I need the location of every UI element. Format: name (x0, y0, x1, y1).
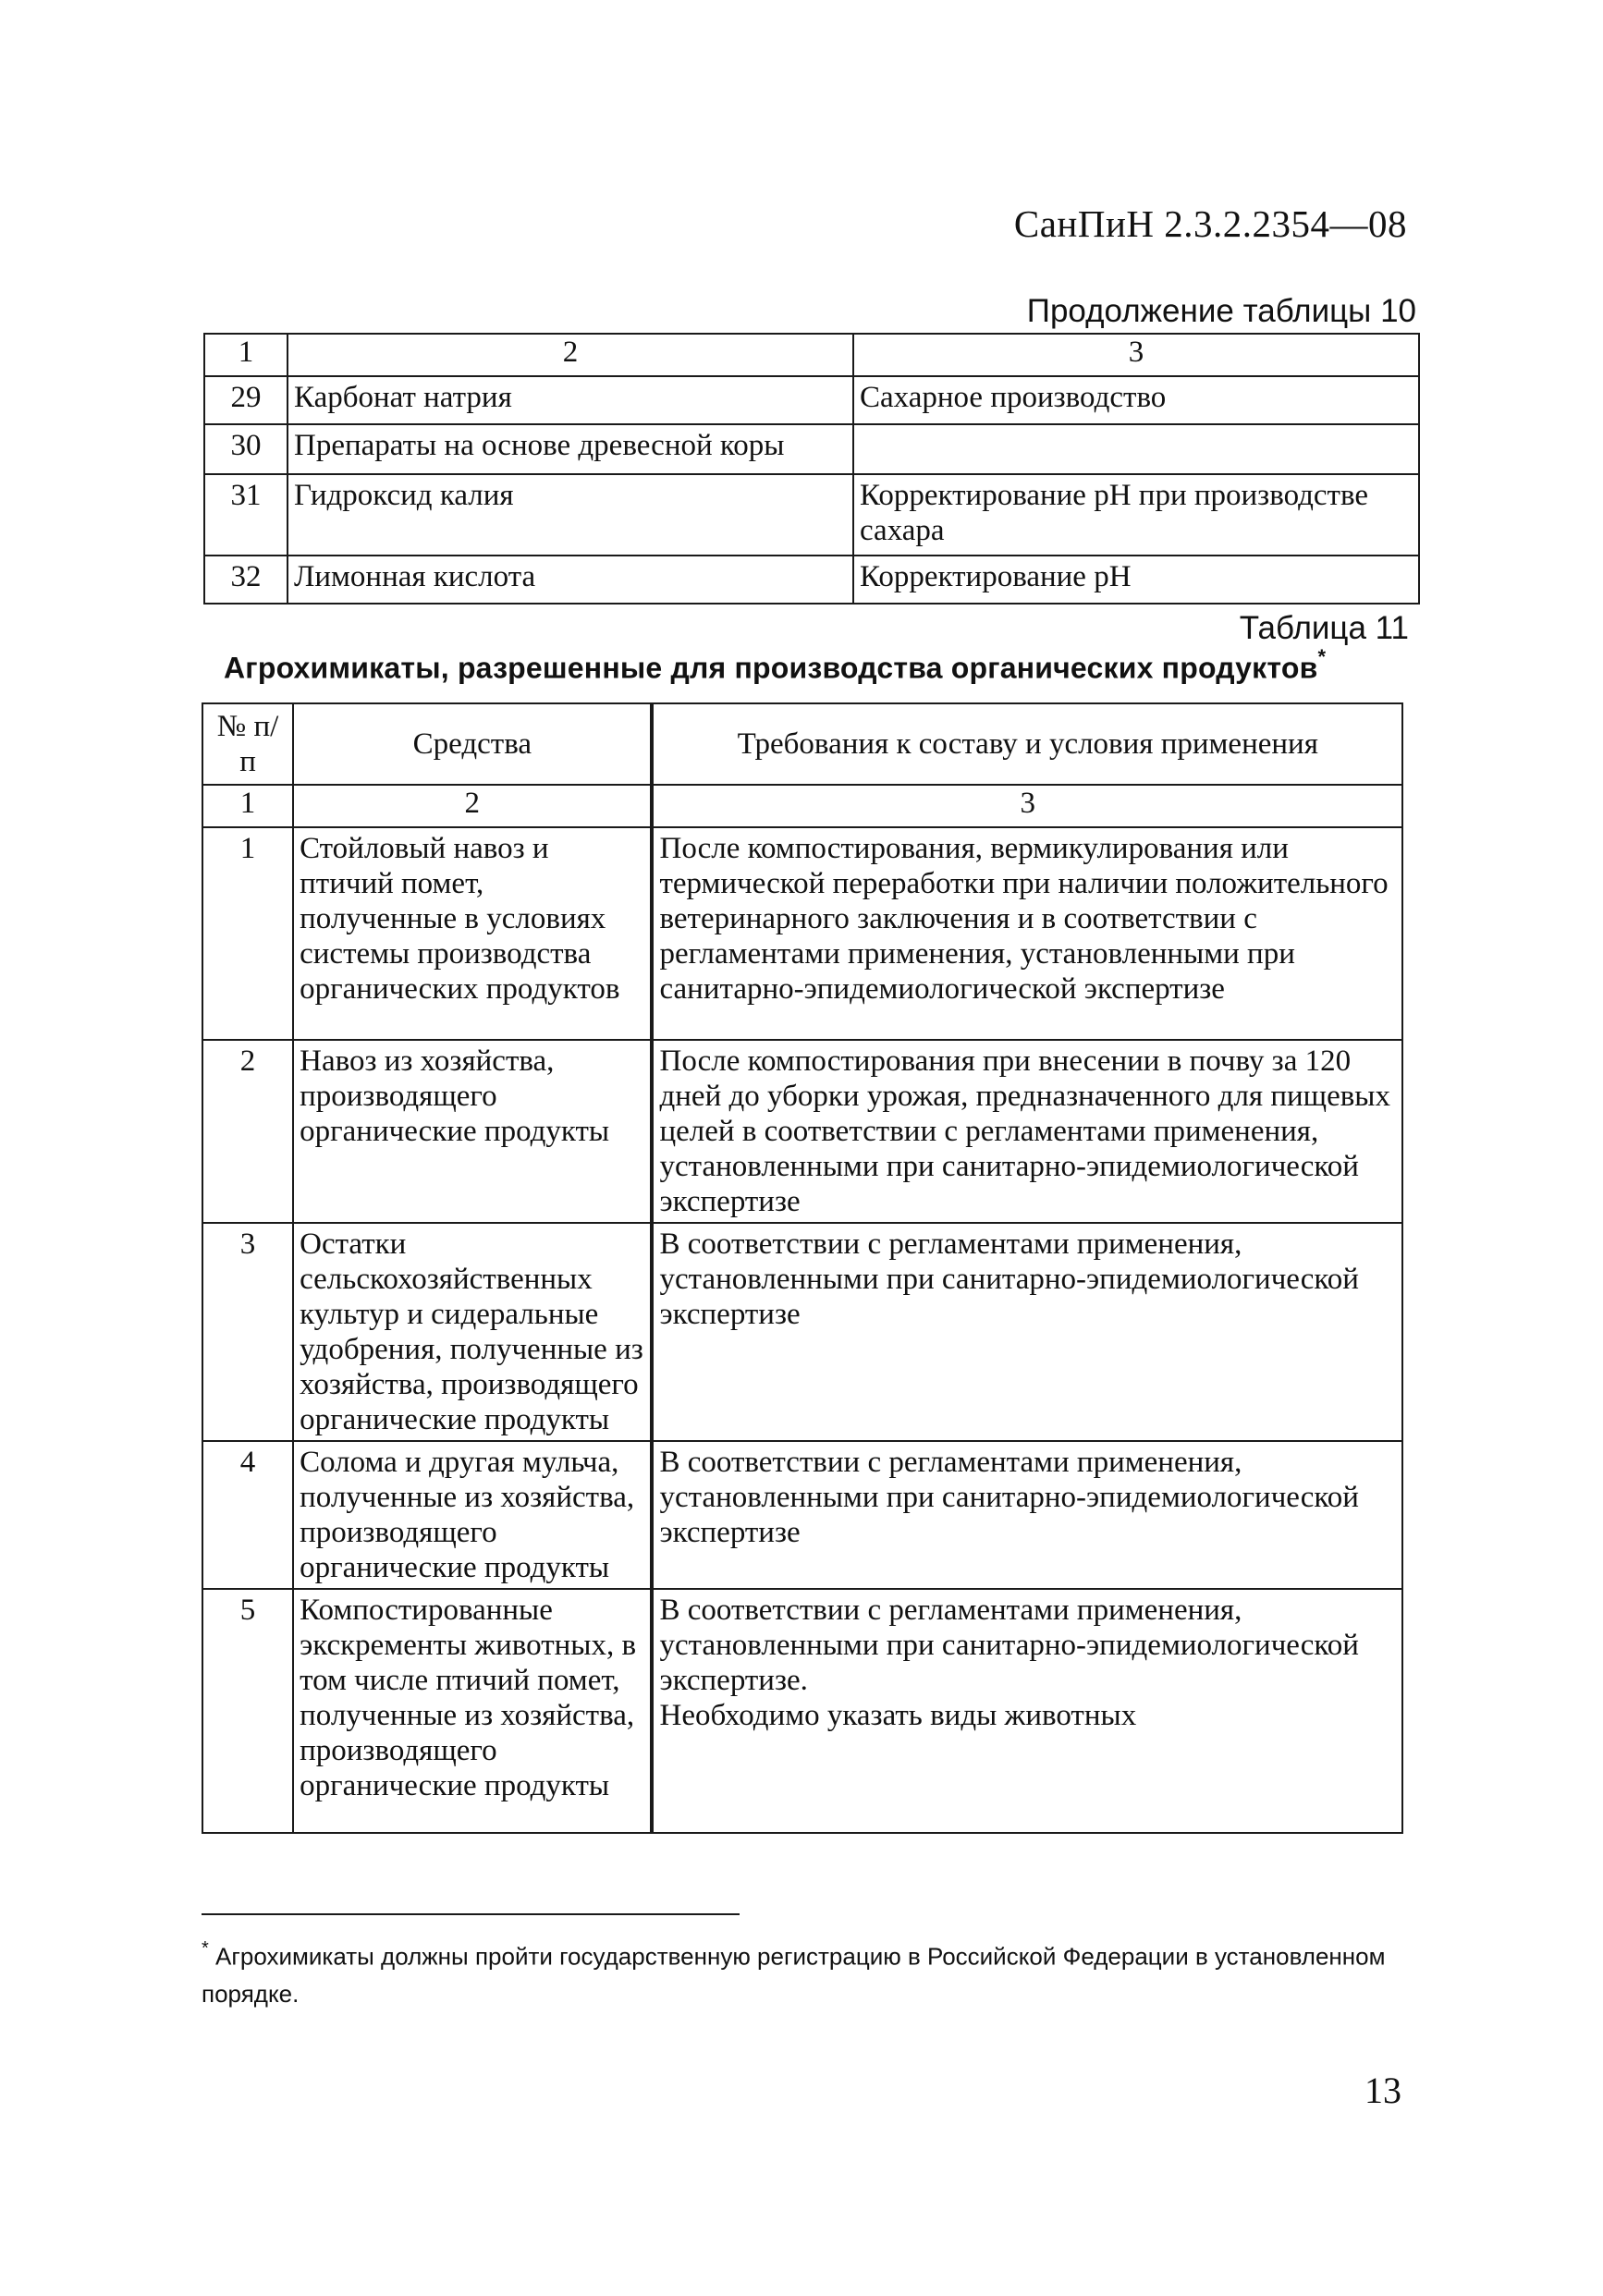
table-10 (203, 333, 1420, 605)
col-number: 1 (202, 785, 293, 827)
row-name: Остатки сельскохозяйственных культур и сидеральные удобрения, полученные из хозяйства, производящего органические продукты (293, 1223, 652, 1441)
footnote (202, 1932, 1403, 2012)
col-number: 2 (288, 334, 853, 376)
header-means: Средства (293, 703, 652, 785)
table-row (204, 556, 1419, 604)
col-number: 3 (853, 334, 1419, 376)
table10-column-numbers (204, 334, 1419, 376)
table10-caption: Продолжение таблицы 10 (1026, 293, 1416, 329)
table-row (202, 1589, 1402, 1833)
row-number: 3 (202, 1223, 293, 1441)
row-use: Корректирование pH при производстве сахара (853, 474, 1419, 556)
table-row (202, 827, 1402, 1040)
table11-header-row (202, 703, 1402, 785)
row-name: Карбонат натрия (288, 376, 853, 424)
footnote-text: Агрохимикаты должны пройти государственную регистрацию в Российской Федерации в установленном порядке. (202, 1942, 1386, 2008)
footnote-mark: * (1317, 645, 1327, 668)
row-use (853, 424, 1419, 474)
row-name: Навоз из хозяйства, производящего органические продукты (293, 1040, 652, 1223)
table-row (204, 424, 1419, 474)
row-requirement: После компостирования при внесении в почву за 120 дней до уборки урожая, предназначенного для пищевых целей в соответствии с регламентами применения, установленными при санитарно-эпидемиологической экспертизе (652, 1040, 1402, 1223)
table11-title (224, 645, 1398, 686)
row-requirement: После компостирования, вермикулирования или термической переработки при наличии положительного ветеринарного заключения и в соответствии с регламентами применения, установленными при санитарно-эпидемиологической экспертизе (652, 827, 1402, 1040)
row-name: Солома и другая мульча, полученные из хозяйства, производящего органические продукты (293, 1441, 652, 1589)
table-row (202, 1040, 1402, 1223)
document-code: СанПиН 2.3.2.2354—08 (1013, 202, 1407, 245)
table11-title-text: Агрохимикаты, разрешенные для производства органических продуктов (224, 651, 1318, 685)
table-row (202, 1441, 1402, 1589)
row-requirement: В соответствии с регламентами применения, установленными при санитарно-эпидемиологической экспертизе (652, 1223, 1402, 1441)
row-requirement (652, 1589, 1402, 1833)
header-number: № п/п (202, 703, 293, 785)
table-row (204, 376, 1419, 424)
row-name: Компостированные экскременты животных, в том числе птичий помет, полученные из хозяйства, производящего органические продукты (293, 1589, 652, 1833)
footnote-divider (202, 1913, 740, 1915)
requirement-extra: Необходимо указать виды животных (659, 1699, 1137, 1732)
col-number: 3 (652, 785, 1402, 827)
header-requirements: Требования к составу и условия применения (652, 703, 1402, 785)
row-name: Стойловый навоз и птичий помет, полученные в условиях системы производства органических продуктов (293, 827, 652, 1040)
row-number: 5 (202, 1589, 293, 1833)
footnote-mark: * (202, 1938, 209, 1959)
row-number: 30 (204, 424, 288, 474)
row-requirement: В соответствии с регламентами применения, установленными при санитарно-эпидемиологической экспертизе (652, 1441, 1402, 1589)
row-name: Лимонная кислота (288, 556, 853, 604)
row-number: 31 (204, 474, 288, 556)
col-number: 2 (293, 785, 652, 827)
row-number: 4 (202, 1441, 293, 1589)
table11-caption: Таблица 11 (1239, 610, 1409, 646)
col-number: 1 (204, 334, 288, 376)
row-name: Гидроксид калия (288, 474, 853, 556)
row-use: Корректирование pH (853, 556, 1419, 604)
table-row (202, 1223, 1402, 1441)
requirement-text: В соответствии с регламентами применения, установленными при санитарно-эпидемиологической экспертизе. (659, 1594, 1359, 1697)
row-number: 1 (202, 827, 293, 1040)
row-number: 2 (202, 1040, 293, 1223)
table-row (204, 474, 1419, 556)
row-number: 29 (204, 376, 288, 424)
table-11 (202, 702, 1403, 1834)
row-name: Препараты на основе древесной коры (288, 424, 853, 474)
table11-column-numbers (202, 785, 1402, 827)
page-number: 13 (1364, 2070, 1401, 2111)
row-number: 32 (204, 556, 288, 604)
row-use: Сахарное производство (853, 376, 1419, 424)
